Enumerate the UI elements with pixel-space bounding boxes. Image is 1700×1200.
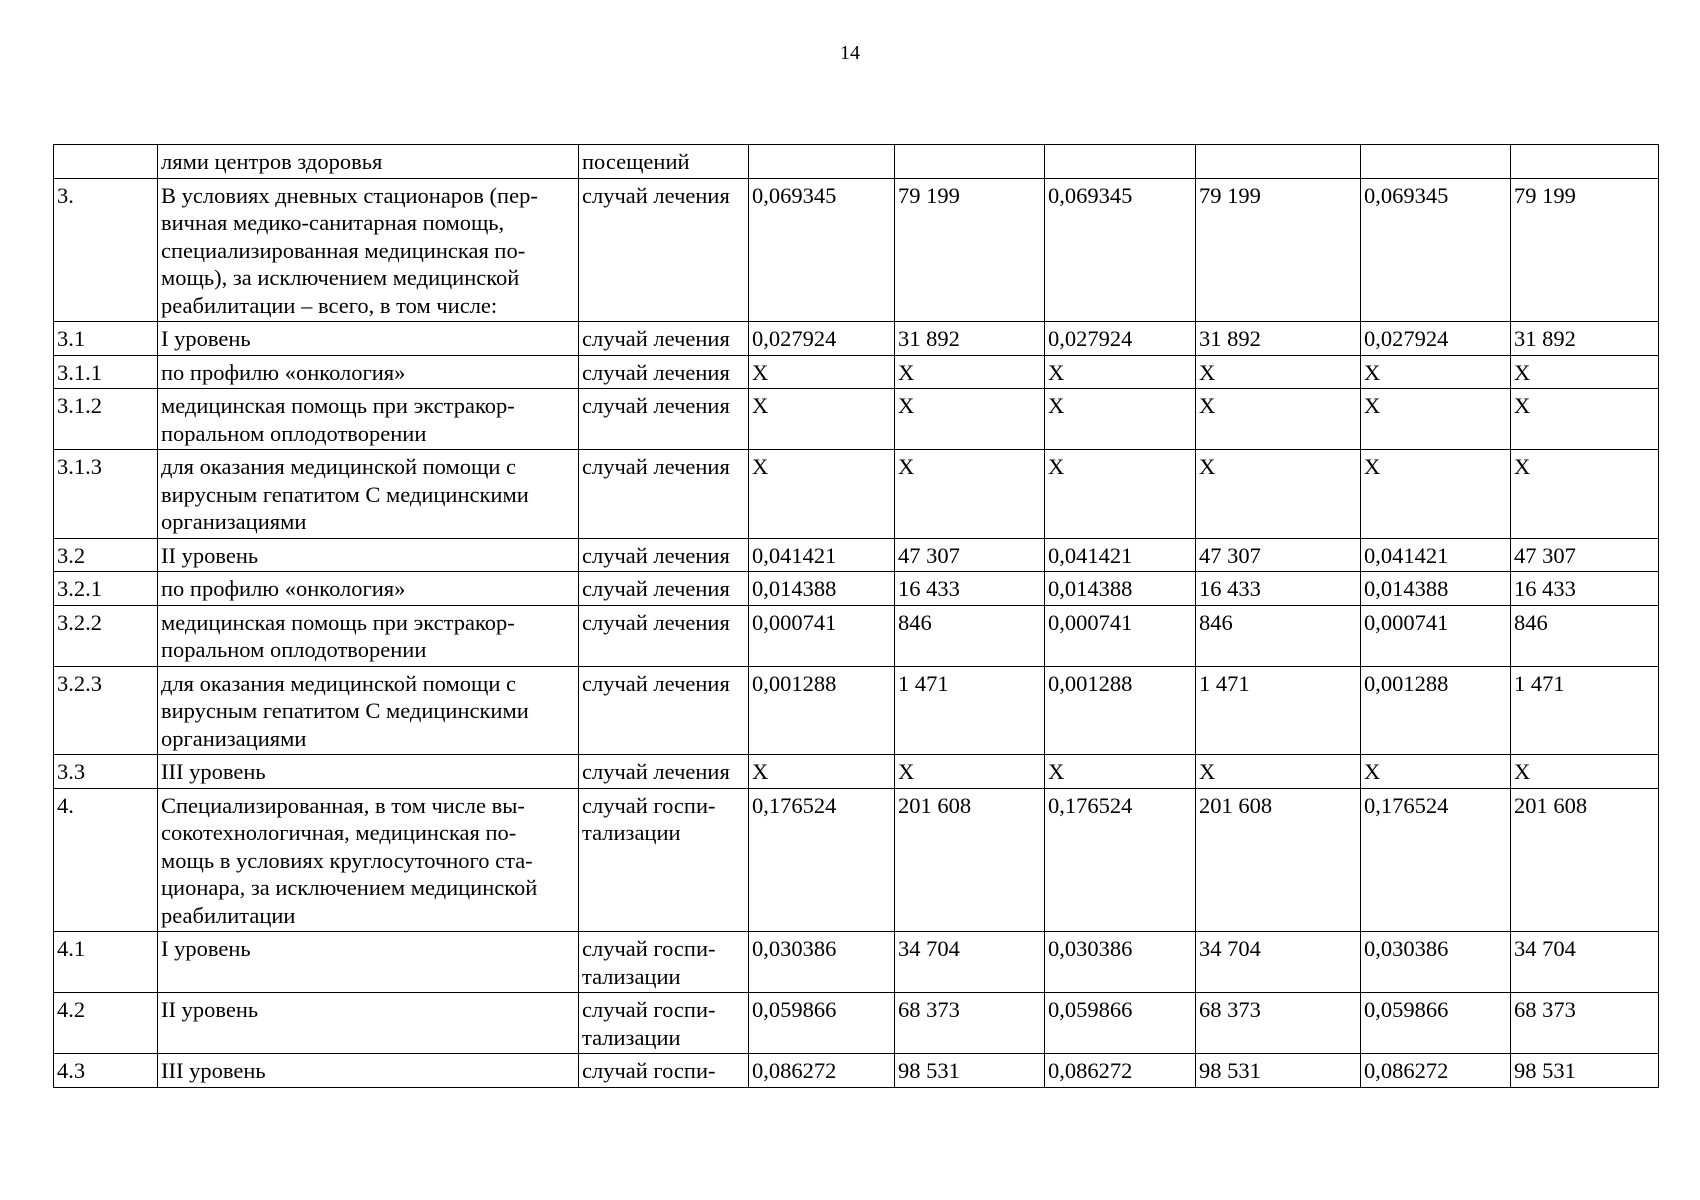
value-cell: 0,001288	[1361, 666, 1511, 755]
row-number-cell: 4.2	[54, 993, 158, 1054]
value-cell: 0,000741	[1045, 605, 1196, 666]
value-cell: X	[895, 355, 1045, 389]
value-cell: X	[1196, 389, 1361, 450]
unit-cell: случай лечения	[579, 605, 749, 666]
row-name-cell: I уровень	[158, 932, 579, 993]
value-cell: 0,030386	[1361, 932, 1511, 993]
value-cell: 0,014388	[1361, 572, 1511, 606]
row-name-cell: II уровень	[158, 538, 579, 572]
value-cell: 68 373	[1511, 993, 1659, 1054]
value-cell: 0,030386	[749, 932, 895, 993]
value-cell: 0,086272	[1361, 1054, 1511, 1088]
value-cell: 0,014388	[749, 572, 895, 606]
value-cell: 0,041421	[1045, 538, 1196, 572]
row-name-cell: III уровень	[158, 755, 579, 789]
value-cell: X	[1361, 755, 1511, 789]
row-number-cell: 3.2.3	[54, 666, 158, 755]
value-cell: 47 307	[1511, 538, 1659, 572]
unit-cell: случай лечения	[579, 572, 749, 606]
table-row	[54, 178, 1659, 322]
table-row	[54, 450, 1659, 539]
row-number-cell: 3.1.2	[54, 389, 158, 450]
unit-cell: посещений	[579, 145, 749, 179]
volume-table	[53, 144, 1659, 1088]
row-name-cell: медицинская помощь при экстракор- поральном оплодотворении	[158, 389, 579, 450]
table-row	[54, 605, 1659, 666]
value-cell: 47 307	[895, 538, 1045, 572]
value-cell: X	[895, 389, 1045, 450]
value-cell: X	[1361, 450, 1511, 539]
table-row	[54, 355, 1659, 389]
value-cell: X	[1045, 389, 1196, 450]
table-row	[54, 538, 1659, 572]
value-cell: 79 199	[895, 178, 1045, 322]
row-number-cell: 3.1.1	[54, 355, 158, 389]
value-cell: 0,069345	[1361, 178, 1511, 322]
value-cell: 98 531	[895, 1054, 1045, 1088]
value-cell: X	[1511, 355, 1659, 389]
value-cell: 0,014388	[1045, 572, 1196, 606]
value-cell: 846	[895, 605, 1045, 666]
row-number-cell: 3.2.2	[54, 605, 158, 666]
value-cell	[1361, 145, 1511, 179]
row-name-cell: III уровень	[158, 1054, 579, 1088]
value-cell: X	[895, 755, 1045, 789]
value-cell: X	[749, 450, 895, 539]
value-cell: X	[1511, 389, 1659, 450]
value-cell: 47 307	[1196, 538, 1361, 572]
value-cell: 0,027924	[1045, 322, 1196, 356]
page-number: 14	[840, 42, 860, 64]
row-number-cell: 3.2	[54, 538, 158, 572]
value-cell: X	[1361, 389, 1511, 450]
unit-cell: случай лечения	[579, 389, 749, 450]
unit-cell: случай лечения	[579, 666, 749, 755]
value-cell: 0,176524	[1045, 788, 1196, 932]
value-cell: 0,086272	[749, 1054, 895, 1088]
value-cell: 846	[1196, 605, 1361, 666]
value-cell: 16 433	[895, 572, 1045, 606]
value-cell: 31 892	[1511, 322, 1659, 356]
value-cell: X	[1361, 355, 1511, 389]
unit-cell: случай госпи- тализации	[579, 788, 749, 932]
table-row	[54, 389, 1659, 450]
value-cell	[749, 145, 895, 179]
unit-cell: случай лечения	[579, 355, 749, 389]
row-name-cell: лями центров здоровья	[158, 145, 579, 179]
value-cell: X	[895, 450, 1045, 539]
unit-cell: случай лечения	[579, 538, 749, 572]
value-cell: 1 471	[1196, 666, 1361, 755]
unit-cell: случай лечения	[579, 178, 749, 322]
row-name-cell: медицинская помощь при экстракор- поральном оплодотворении	[158, 605, 579, 666]
value-cell	[1196, 145, 1361, 179]
value-cell: 0,059866	[749, 993, 895, 1054]
unit-cell: случай лечения	[579, 755, 749, 789]
value-cell: 0,027924	[749, 322, 895, 356]
table-row	[54, 993, 1659, 1054]
value-cell: 1 471	[895, 666, 1045, 755]
value-cell: 0,001288	[1045, 666, 1196, 755]
value-cell: 0,176524	[1361, 788, 1511, 932]
value-cell: 16 433	[1196, 572, 1361, 606]
row-name-cell: по профилю «онкология»	[158, 355, 579, 389]
row-name-cell: I уровень	[158, 322, 579, 356]
value-cell: X	[749, 389, 895, 450]
value-cell: 0,176524	[749, 788, 895, 932]
value-cell: 79 199	[1511, 178, 1659, 322]
value-cell: 68 373	[895, 993, 1045, 1054]
table-row	[54, 788, 1659, 932]
value-cell: 0,001288	[749, 666, 895, 755]
value-cell: 34 704	[895, 932, 1045, 993]
value-cell: 201 608	[1196, 788, 1361, 932]
value-cell: 0,059866	[1361, 993, 1511, 1054]
value-cell: 68 373	[1196, 993, 1361, 1054]
row-number-cell: 4.3	[54, 1054, 158, 1088]
row-name-cell: по профилю «онкология»	[158, 572, 579, 606]
value-cell: 201 608	[895, 788, 1045, 932]
value-cell: 79 199	[1196, 178, 1361, 322]
row-number-cell	[54, 145, 158, 179]
value-cell: 31 892	[1196, 322, 1361, 356]
row-name-cell: для оказания медицинской помощи с вирусным гепатитом С медицинскими организациями	[158, 450, 579, 539]
value-cell: 201 608	[1511, 788, 1659, 932]
value-cell: 98 531	[1196, 1054, 1361, 1088]
unit-cell: случай госпи- тализации	[579, 932, 749, 993]
value-cell: 34 704	[1511, 932, 1659, 993]
value-cell: 0,086272	[1045, 1054, 1196, 1088]
table-row	[54, 1054, 1659, 1088]
value-cell: 0,069345	[1045, 178, 1196, 322]
value-cell: X	[1045, 355, 1196, 389]
row-number-cell: 4.	[54, 788, 158, 932]
value-cell: 16 433	[1511, 572, 1659, 606]
unit-cell: случай госпи-	[579, 1054, 749, 1088]
row-number-cell: 3.	[54, 178, 158, 322]
row-name-cell: II уровень	[158, 993, 579, 1054]
value-cell: 0,027924	[1361, 322, 1511, 356]
unit-cell: случай лечения	[579, 450, 749, 539]
value-cell: 846	[1511, 605, 1659, 666]
value-cell: 0,030386	[1045, 932, 1196, 993]
table-body	[54, 145, 1659, 1088]
table-row	[54, 666, 1659, 755]
value-cell: 0,069345	[749, 178, 895, 322]
value-cell: X	[1511, 755, 1659, 789]
value-cell: X	[1511, 450, 1659, 539]
value-cell	[1511, 145, 1659, 179]
table-row	[54, 755, 1659, 789]
value-cell: 34 704	[1196, 932, 1361, 993]
table-row	[54, 572, 1659, 606]
value-cell: 1 471	[1511, 666, 1659, 755]
value-cell: X	[749, 355, 895, 389]
value-cell: X	[749, 755, 895, 789]
value-cell: 98 531	[1511, 1054, 1659, 1088]
value-cell: 0,000741	[1361, 605, 1511, 666]
table-row	[54, 932, 1659, 993]
value-cell: 0,000741	[749, 605, 895, 666]
row-number-cell: 4.1	[54, 932, 158, 993]
value-cell: 0,059866	[1045, 993, 1196, 1054]
row-name-cell: В условиях дневных стационаров (пер- вичная медико-санитарная помощь, специализированная медицинская по- мощь), за исключением медицинской реабилитации – всего, в том числе:	[158, 178, 579, 322]
table-row	[54, 322, 1659, 356]
value-cell	[895, 145, 1045, 179]
value-cell: 0,041421	[749, 538, 895, 572]
table-row	[54, 145, 1659, 179]
value-cell: X	[1196, 355, 1361, 389]
value-cell: X	[1196, 755, 1361, 789]
row-number-cell: 3.1	[54, 322, 158, 356]
row-number-cell: 3.3	[54, 755, 158, 789]
value-cell: X	[1045, 450, 1196, 539]
row-name-cell: Специализированная, в том числе вы- сокотехнологичная, медицинская по- мощь в условиях круглосуточного ста- ционара, за исключением медицинской реабилитации	[158, 788, 579, 932]
value-cell	[1045, 145, 1196, 179]
value-cell: 31 892	[895, 322, 1045, 356]
unit-cell: случай лечения	[579, 322, 749, 356]
value-cell: 0,041421	[1361, 538, 1511, 572]
value-cell: X	[1045, 755, 1196, 789]
value-cell: X	[1196, 450, 1361, 539]
row-number-cell: 3.1.3	[54, 450, 158, 539]
unit-cell: случай госпи- тализации	[579, 993, 749, 1054]
row-number-cell: 3.2.1	[54, 572, 158, 606]
row-name-cell: для оказания медицинской помощи с вирусным гепатитом С медицинскими организациями	[158, 666, 579, 755]
